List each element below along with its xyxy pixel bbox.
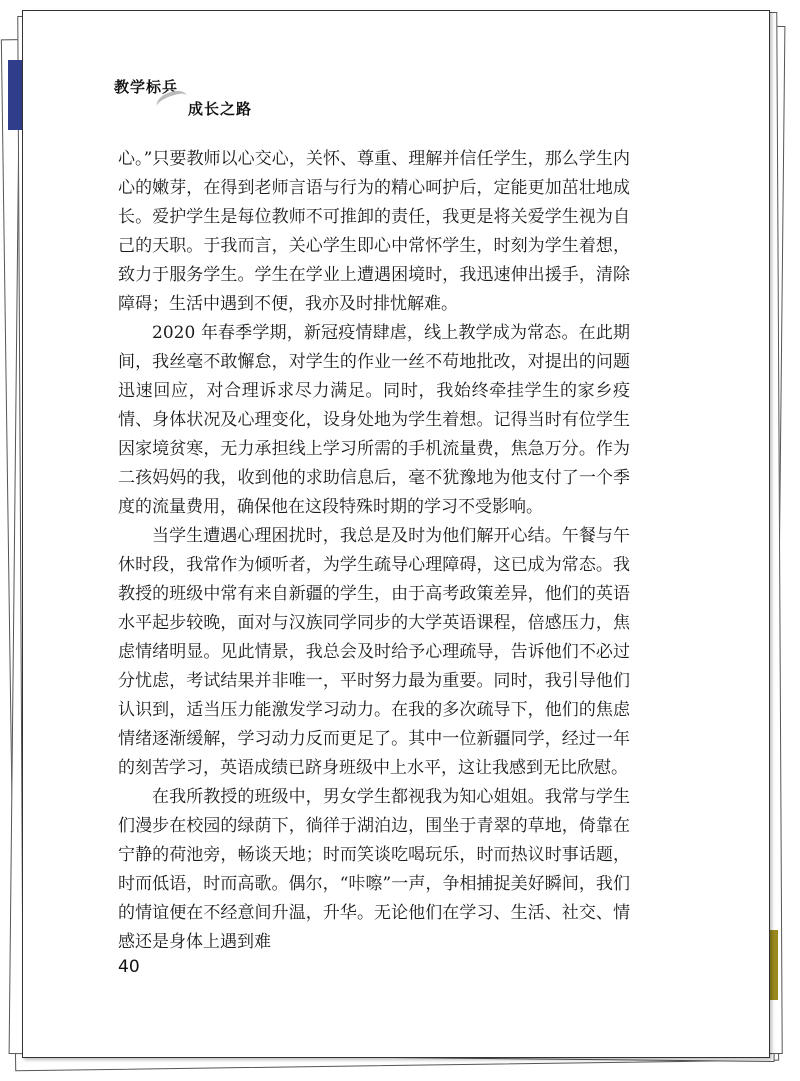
book-spine-left: [8, 60, 22, 130]
paragraph-4: 在我所教授的班级中，男女学生都视我为知心姐姐。我常与学生们漫步在校园的绿荫下，徜徉于湖泊边，围坐于青翠的草地，倚靠在宁静的荷池旁，畅谈天地；时而笑谈吃喝玩乐，时而热议时事话题，时而低语，时而高歌。偶尔，“咔嚓”一声，争相捕捉美好瞬间，我们的情谊便在不经意间升温，升华。无论他们在学习、生活、社交、情感还是身体上遇到难: [118, 787, 630, 952]
header-title-line1: 教学标兵: [114, 78, 179, 96]
body-text: [118, 145, 630, 957]
paragraph-1: 心。”只要教师以心交心，关怀、尊重、理解并信任学生，那么学生内心的嫩芽，在得到老师言语与行为的精心呵护后，定能更加茁壮地成长。爱护学生是每位教师不可推卸的责任，我更是将关爱学生视为自己的天职。于我而言，关心学生即心中常怀学生，时刻为学生着想，致力于服务学生。学生在学业上遭遇困境时，我迅速伸出援手，清除障碍；生活中遇到不便，我亦及时排忧解难。: [118, 149, 630, 314]
page-number: 40: [118, 957, 140, 977]
paragraph-2: 2020 年春季学期，新冠疫情肆虐，线上教学成为常态。在此期间，我丝毫不敢懈怠，对学生的作业一丝不苟地批改，对提出的问题迅速回应，对合理诉求尽力满足。同时，我始终牵挂学生的家乡疫情、身体状况及心理变化，设身处地为学生着想。记得当时有位学生因家境贫寒，无力承担线上学习所需的手机流量费，焦急万分。作为二孩妈妈的我，收到他的求助信息后，毫不犹豫地为他支付了一个季度的流量费用，确保他在这段特殊时期的学习不受影响。: [118, 323, 630, 517]
header-title-line2: 成长之路: [188, 100, 253, 118]
running-header: [108, 70, 308, 120]
paragraph-3: 当学生遭遇心理困扰时，我总是及时为他们解开心结。午餐与午休时段，我常作为倾听者，为学生疏导心理障碍，这已成为常态。我教授的班级中常有来自新疆的学生，由于高考政策差异，他们的英语水平起步较晚，面对与汉族同学同步的大学英语课程，倍感压力，焦虑情绪明显。见此情景，我总会及时给予心理疏导，告诉他们不必过分忧虑，考试结果并非唯一，平时努力最为重要。同时，我引导他们认识到，适当压力能激发学习动力。在我的多次疏导下，他们的焦虑情绪逐渐缓解，学习动力反而更足了。其中一位新疆同学，经过一年的刻苦学习，英语成绩已跻身班级中上水平，这让我感到无比欣慰。: [118, 526, 630, 778]
